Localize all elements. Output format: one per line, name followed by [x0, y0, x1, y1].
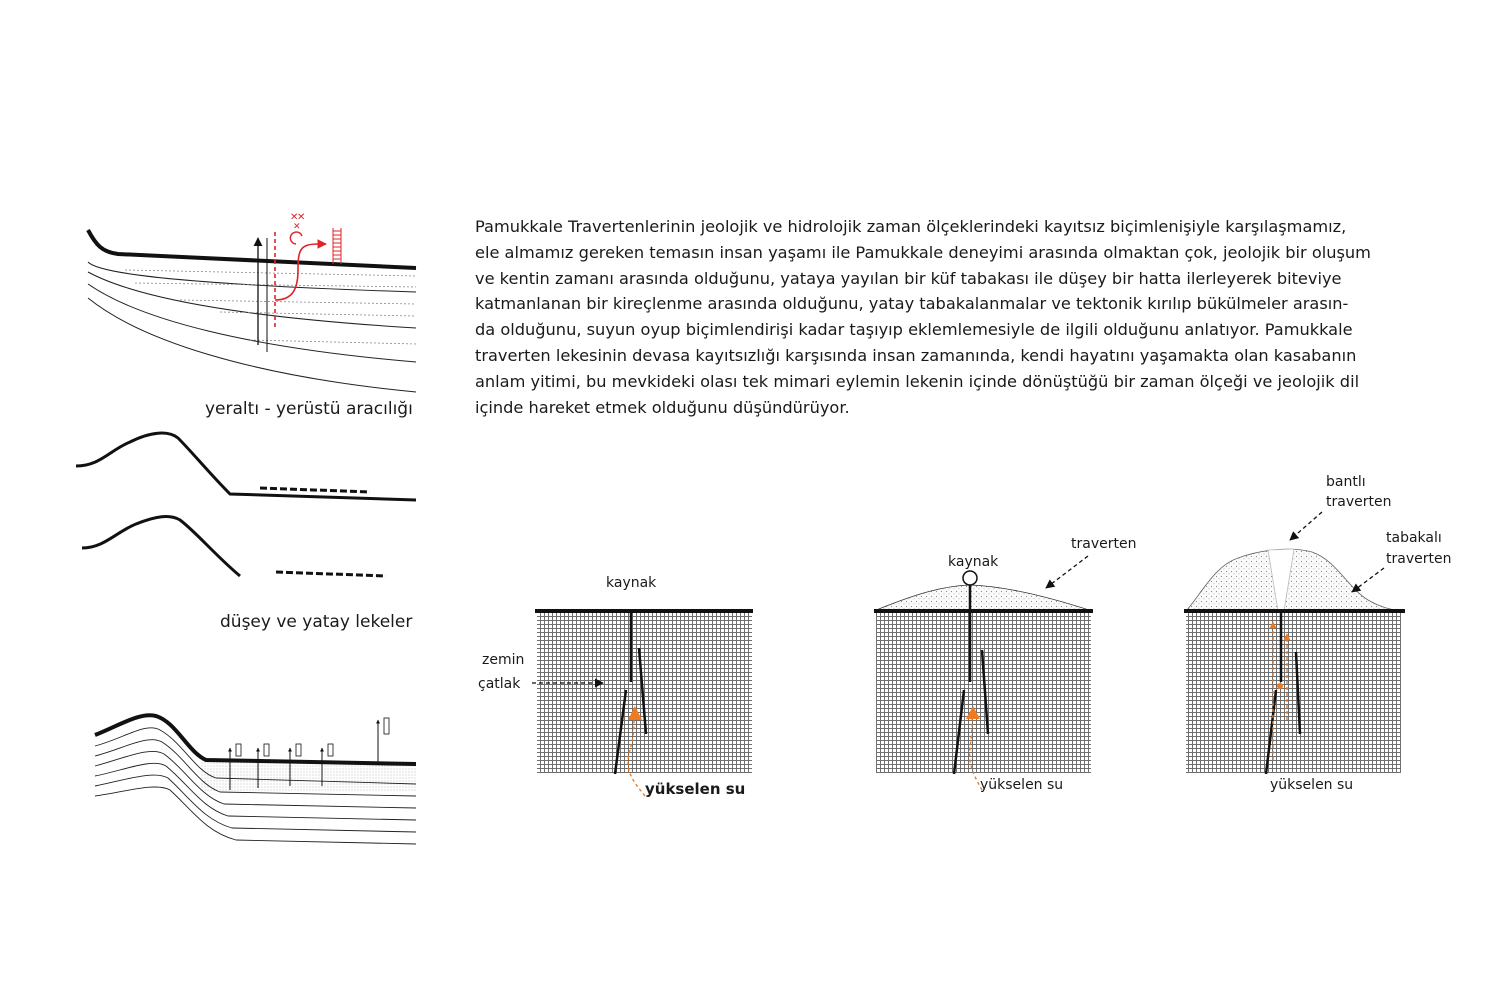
ladder-icon — [333, 228, 341, 264]
red-loop-icon — [290, 232, 302, 244]
label-rising-water: yükselen su — [1270, 777, 1354, 793]
caption-stains: düşey ve yatay lekeler — [220, 612, 413, 632]
red-flow-path — [275, 244, 326, 300]
ground-surface — [95, 715, 416, 764]
hill-outline — [82, 517, 240, 576]
red-x-icon: ✕ — [293, 222, 301, 232]
label-kaynak: kaynak — [606, 575, 657, 591]
vertical-stain — [276, 572, 386, 576]
paragraph-line: anlam yitimi, bu mevkideki olası tek mimari eylemin lekenin içinde dönüştüğü bir zaman ölçeği ve jeolojik dil — [475, 371, 1360, 391]
layered-mound — [1186, 549, 1404, 611]
label-zemin: zemin — [482, 652, 525, 668]
stratum-line — [88, 272, 416, 328]
paragraph-line: içinde hareket etmek olduğunu düşündürüyor. — [475, 397, 850, 417]
label-catlak: çatlak — [478, 676, 521, 692]
label-rising-water: yükselen su — [980, 777, 1064, 793]
water-point-icon — [1277, 683, 1283, 689]
paragraph-line: Pamukkale Travertenlerinin jeolojik ve hidrolojik zaman ölçeklerindeki kayıtsız biçimlenişiyle karşılaşmamız, — [475, 217, 1347, 236]
banded-pointer-arrow — [1290, 512, 1322, 540]
label-bantli: bantlı — [1326, 474, 1366, 490]
section-source — [478, 575, 753, 798]
section-travertine — [874, 536, 1136, 793]
label-traverten: traverten — [1071, 536, 1137, 552]
paragraph-line: traverten lekesinin devasa kayıtsızlığı karşısında insan zamanında, kendi hayatını yaşamakta olan kasabanın — [475, 345, 1357, 365]
travertine-pointer-arrow — [1046, 556, 1088, 588]
paragraph-line: da olduğunu, suyun oyup biçimlendirişi kadar taşıyıp eklemlemesiyle de ilgili olduğunu anlatıyor. Pamukkale — [475, 320, 1353, 340]
paragraph-line: ve kentin zamanı arasında olduğunu, yataya yayılan bir küf tabakası ile düşey bir hatta ilerleyerek biteviye — [475, 268, 1342, 288]
small-ladder-icon — [236, 718, 389, 756]
stains-diagram — [76, 433, 416, 632]
stratum-line — [88, 298, 416, 392]
hill-outline — [76, 433, 416, 500]
caption-mediation: yeraltı - yerüstü aracılığı — [205, 399, 413, 419]
strata-diagram-1 — [88, 212, 416, 419]
red-x-icon: ✕ — [297, 212, 306, 223]
label-tabakali-traverten: traverten — [1386, 551, 1452, 567]
layered-pointer-arrow — [1352, 568, 1384, 592]
label-rising-water: yükselen su — [645, 780, 746, 798]
ground-surface — [88, 230, 416, 268]
paragraph-line: ele almamız gereken temasın insan yaşamı ile Pamukkale deneyimi arasında olmaktan çok, jeolojik bir oluşum — [475, 242, 1371, 262]
section-layered-travertine — [1184, 474, 1451, 793]
horizontal-stain — [260, 488, 370, 492]
source-circle-icon — [963, 571, 977, 585]
stratum-line — [88, 284, 416, 362]
label-kaynak: kaynak — [948, 554, 999, 570]
strata-diagram-3 — [95, 715, 416, 844]
travertine-mound — [874, 585, 1092, 611]
label-bantli-traverten: traverten — [1326, 494, 1392, 510]
paragraph-line: katmanlanan bir kireçlenme arasında olduğunu, yatay tabakalanmalar ve tektonik kırılıp bükülmeler arasın- — [475, 294, 1349, 314]
red-x-icon: ✕ — [290, 212, 299, 223]
label-tabakali: tabakalı — [1386, 530, 1442, 546]
